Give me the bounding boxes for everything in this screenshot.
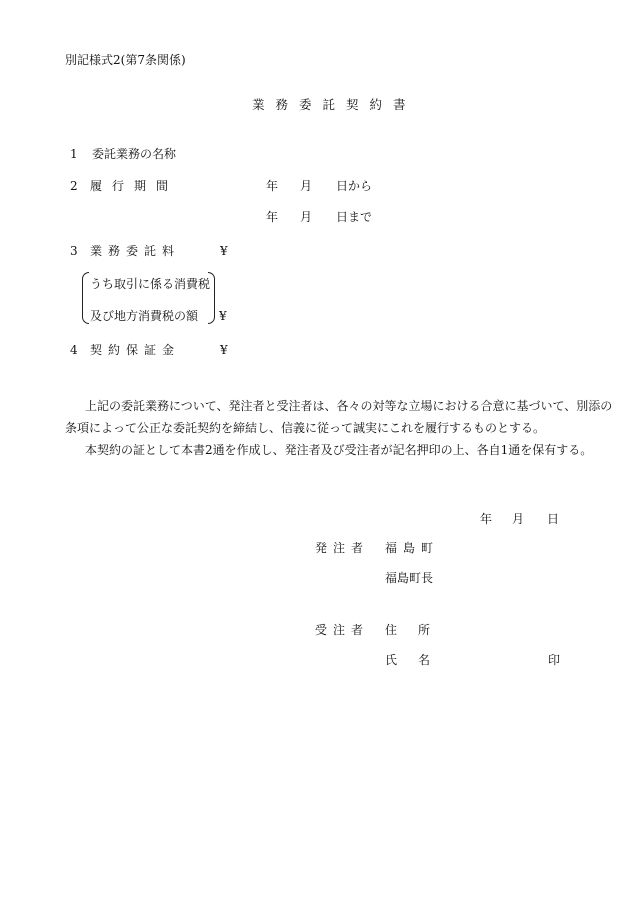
left-bracket-shape xyxy=(82,272,89,324)
item3-number: 3 xyxy=(70,244,78,258)
item1-label: 委託業務の名称 xyxy=(92,147,177,161)
copies-paragraph: 本契約の証として本書2通を作成し、発注者及び受注者が記名押印の上、各自1通を保有する。 xyxy=(85,443,593,457)
tax-line2: 及び地方消費税の額 xyxy=(90,309,199,323)
item4-yen: ¥ xyxy=(220,343,228,357)
item4-label: 契約保証金 xyxy=(90,343,181,357)
contractor-label: 受注者 xyxy=(315,623,370,637)
item2-line2-month: 月 xyxy=(300,210,313,224)
orderer-label: 発注者 xyxy=(315,541,370,555)
tax-yen: ¥ xyxy=(219,309,227,323)
form-label: 別記様式2(第7条関係) xyxy=(65,53,186,67)
tax-line1: うち取引に係る消費税 xyxy=(90,277,211,291)
item2-line2-day: 日まで xyxy=(336,210,373,224)
orderer-title: 福島町長 xyxy=(385,571,434,585)
item2-label: 履行期間 xyxy=(90,179,179,193)
item4-number: 4 xyxy=(70,343,78,357)
orderer-name: 福島町 xyxy=(385,541,440,555)
item2-number: 2 xyxy=(70,179,78,193)
item2-line1-month: 月 xyxy=(300,179,313,193)
item2-line1-year: 年 xyxy=(266,179,279,193)
item3-label: 業務委託料 xyxy=(90,244,181,258)
page-title: 業務委託契約書 xyxy=(252,97,417,112)
item2-line1-day: 日から xyxy=(336,179,373,193)
date-year: 年 xyxy=(480,512,493,526)
seal-mark: 印 xyxy=(548,653,561,667)
date-day: 日 xyxy=(547,512,560,526)
item3-yen: ¥ xyxy=(220,244,228,258)
contractor-address-label: 住所 xyxy=(385,623,452,637)
date-month: 月 xyxy=(512,512,525,526)
item1-number: 1 xyxy=(70,147,78,161)
agreement-paragraph: 上記の委託業務について、発注者と受注者は、各々の対等な立場における合意に基づいて、別添の条項によって公正な委託契約を締結し、信義に従って誠実にこれを履行するものとする。 xyxy=(65,399,613,435)
item2-line2-year: 年 xyxy=(266,210,279,224)
contractor-name-label: 氏名 xyxy=(385,653,452,667)
